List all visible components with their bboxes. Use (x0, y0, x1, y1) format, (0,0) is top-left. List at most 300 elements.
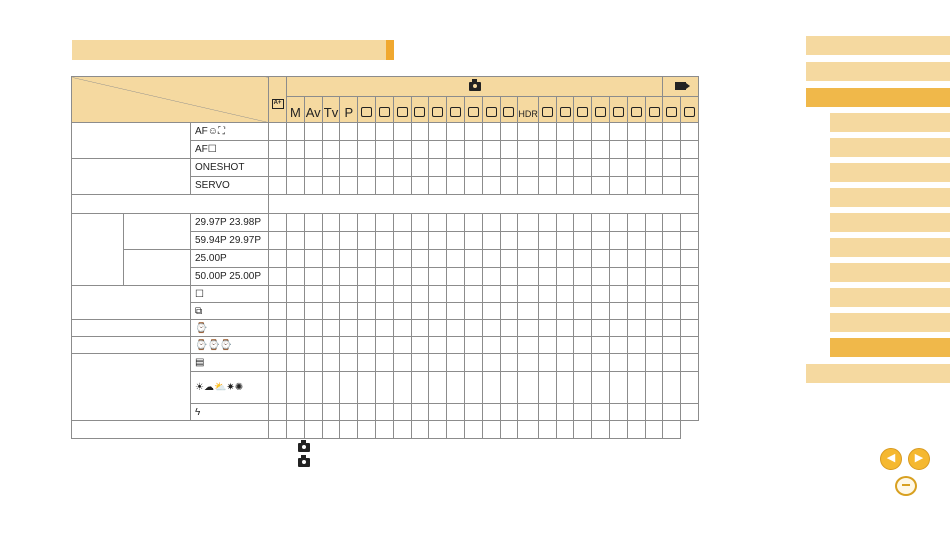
cell-food (482, 214, 500, 232)
cell-P (340, 354, 358, 372)
cell-art (556, 159, 574, 177)
auto-mode-icon: A+ (272, 99, 284, 109)
cell-cam2 (627, 354, 645, 372)
cell-P (340, 404, 358, 421)
cell-fireworks (464, 354, 482, 372)
cell-auto (269, 232, 287, 250)
cell-cam3 (645, 141, 663, 159)
cell-tile (358, 232, 376, 250)
cell-landscape (429, 214, 447, 232)
cell-toy (574, 232, 592, 250)
cell-P (322, 421, 340, 439)
cell-tile (358, 214, 376, 232)
cell-fisheye (538, 303, 556, 320)
cell-P (340, 303, 358, 320)
cell-flower (447, 320, 465, 337)
cell-HDR (518, 177, 539, 195)
cell-auto (269, 320, 287, 337)
setting-symbol: ▤ (191, 354, 269, 372)
cell-art (556, 286, 574, 303)
cell-fireworks (464, 404, 482, 421)
cell-fisheye (538, 232, 556, 250)
cell-star (375, 123, 393, 141)
cell-fireworks (464, 141, 482, 159)
setting-symbol: 29.97P 23.98P (191, 214, 269, 232)
next-page-button[interactable] (908, 448, 930, 470)
cell-art (556, 268, 574, 286)
cell-cam3 (645, 268, 663, 286)
home-button[interactable] (895, 476, 917, 496)
setting-symbol: ONESHOT (191, 159, 269, 177)
cell-art (556, 337, 574, 354)
cell-tile (358, 337, 376, 354)
cell-tile (358, 286, 376, 303)
cell-HDR (518, 159, 539, 177)
cell-P (340, 337, 358, 354)
cell-M (287, 141, 305, 159)
cell-M (287, 354, 305, 372)
cell-fisheye (538, 404, 556, 421)
cell-P (340, 286, 358, 303)
cell-skin (411, 320, 429, 337)
cell-cam2 (610, 421, 628, 439)
cell-movie1 (663, 159, 681, 177)
cell-landscape (429, 232, 447, 250)
cell-Tv (322, 372, 340, 404)
cell-Tv (322, 177, 340, 195)
cell-fireworks (464, 268, 482, 286)
cell-miniature (592, 372, 610, 404)
cell-fireworks (464, 232, 482, 250)
mode-star-header (375, 97, 393, 123)
cell-Av (304, 250, 322, 268)
mode-toy-icon (577, 105, 588, 120)
setting-symbol: ☐ (191, 286, 269, 303)
cell-movie1 (663, 404, 681, 421)
mode-miniature-icon (595, 105, 606, 120)
cell-cam1 (610, 232, 628, 250)
cell-M (287, 320, 305, 337)
cell-miniature (592, 250, 610, 268)
cell-toy (574, 372, 592, 404)
mode-movie1-icon (666, 105, 677, 120)
nav-item[interactable] (806, 364, 950, 383)
setting-symbol: ⧉ (191, 303, 269, 320)
cell-fireworks (464, 286, 482, 303)
cell-toy (574, 354, 592, 372)
cell-star (375, 177, 393, 195)
cell-tile (358, 123, 376, 141)
nav-item[interactable] (830, 288, 950, 307)
table-row (72, 286, 699, 303)
cell-auto (269, 123, 287, 141)
cell-movie1 (645, 421, 663, 439)
cell-flower (429, 421, 447, 439)
cell-toy (574, 320, 592, 337)
cell-movie1 (663, 303, 681, 320)
cell-fisheye (538, 159, 556, 177)
cell-cam1 (610, 404, 628, 421)
cell-cam2 (627, 141, 645, 159)
cell-art (556, 320, 574, 337)
cell-fisheye (538, 123, 556, 141)
cell-cam3 (645, 320, 663, 337)
cell-cam2 (627, 214, 645, 232)
cell-auto (269, 372, 287, 404)
cell-toy (574, 159, 592, 177)
mode-candle-header (500, 97, 518, 123)
cell-fisheye (538, 177, 556, 195)
cell-HDR (518, 372, 539, 404)
cell-fireworks (464, 250, 482, 268)
cell-cam2 (627, 404, 645, 421)
prev-page-button[interactable] (880, 448, 902, 470)
cell-food (482, 320, 500, 337)
cell-Av (304, 286, 322, 303)
setting-symbol: 59.94P 29.97P (191, 232, 269, 250)
cell-Av (304, 141, 322, 159)
cell-toy (556, 421, 574, 439)
cell-Tv (322, 159, 340, 177)
cell-food (482, 286, 500, 303)
setting-symbol: AF☺⛶ (191, 123, 269, 141)
cell-miniature (592, 337, 610, 354)
movie-icon (675, 82, 686, 90)
nav-item[interactable] (806, 88, 950, 107)
cell-flower (447, 214, 465, 232)
cell-cam3 (645, 337, 663, 354)
cell-art (556, 303, 574, 320)
movie-modes-header (663, 77, 699, 97)
cell-HDR (518, 286, 539, 303)
cell-HDR (518, 268, 539, 286)
cell-portrait (393, 123, 411, 141)
cell-auto (269, 404, 287, 421)
cell-cam1 (610, 177, 628, 195)
row-label (72, 354, 191, 421)
cell-flower (447, 123, 465, 141)
cell-art (556, 141, 574, 159)
cell-cam1 (610, 141, 628, 159)
cell-portrait (393, 372, 411, 404)
section-header-bar (72, 40, 394, 60)
cell-food (464, 421, 482, 439)
cell-portrait (393, 354, 411, 372)
cell-Av (287, 421, 305, 439)
cell-cam1 (610, 214, 628, 232)
cell-Av (304, 320, 322, 337)
setting-symbol: ⌚ (191, 320, 269, 337)
cell-HDR (518, 303, 539, 320)
cell-Tv (322, 123, 340, 141)
cell-Tv (322, 354, 340, 372)
cell-tile (358, 177, 376, 195)
cell-landscape (429, 372, 447, 404)
mode-food-icon (486, 105, 497, 120)
mode-miniature-header (592, 97, 610, 123)
table-row (72, 123, 699, 141)
cell-tile (358, 320, 376, 337)
cell-movie2 (681, 250, 699, 268)
cell-candle (500, 123, 518, 141)
cell-HDR (518, 214, 539, 232)
cell-fireworks (464, 337, 482, 354)
cell-food (482, 141, 500, 159)
cell-movie2 (681, 141, 699, 159)
cell-Tv (322, 337, 340, 354)
table-row (72, 337, 699, 354)
nav-item[interactable] (830, 213, 950, 232)
cell-cam3 (645, 303, 663, 320)
cell-auto (269, 303, 287, 320)
cell-tile (358, 354, 376, 372)
cell-candle (500, 404, 518, 421)
cell-skin (411, 141, 429, 159)
cell-cam3 (645, 404, 663, 421)
cell-cam3 (645, 123, 663, 141)
cell-movie2 (681, 123, 699, 141)
cell-fisheye (538, 337, 556, 354)
cell-tile (358, 268, 376, 286)
cell-cam1 (610, 354, 628, 372)
cell-auto (269, 250, 287, 268)
cell-HDR (518, 123, 539, 141)
camera-icon (469, 82, 481, 91)
nav-item[interactable] (830, 238, 950, 257)
row-label (72, 214, 124, 286)
cell-cam1 (610, 159, 628, 177)
cell-portrait (375, 421, 393, 439)
cell-auto (269, 354, 287, 372)
cell-cam1 (610, 372, 628, 404)
cell-landscape (429, 286, 447, 303)
cell-fisheye (538, 250, 556, 268)
row-label (72, 421, 269, 439)
nav-item[interactable] (806, 62, 950, 81)
nav-item[interactable] (830, 188, 950, 207)
cell-Av (304, 337, 322, 354)
mode-movie2-icon (684, 105, 695, 120)
mode-M-header (287, 97, 305, 123)
cell-candle (500, 159, 518, 177)
cell-landscape (429, 250, 447, 268)
cell-cam2 (627, 372, 645, 404)
cell-skin (411, 404, 429, 421)
cell-skin (411, 232, 429, 250)
cell-M (287, 404, 305, 421)
cell-M (269, 421, 287, 439)
cell-fisheye (518, 421, 539, 439)
cell-movie1 (663, 177, 681, 195)
cell-art (556, 404, 574, 421)
cell-tile (358, 250, 376, 268)
cell-food (482, 303, 500, 320)
cell-movie2 (681, 303, 699, 320)
cell-miniature (592, 159, 610, 177)
cell-toy (574, 250, 592, 268)
cell-HDR (518, 250, 539, 268)
cell-Tv (322, 286, 340, 303)
cell-Tv (322, 141, 340, 159)
cell-cam2 (627, 320, 645, 337)
cell-cam2 (627, 159, 645, 177)
cell-fisheye (538, 320, 556, 337)
cell-star (375, 337, 393, 354)
cell-movie2 (681, 320, 699, 337)
cell-movie2 (681, 177, 699, 195)
nav-item[interactable] (830, 113, 950, 132)
cell-cam1 (610, 268, 628, 286)
cell-M (287, 337, 305, 354)
setting-symbol: ⌚⌚⌚ (191, 337, 269, 354)
mode-portrait-icon (397, 105, 408, 120)
cell-landscape (429, 404, 447, 421)
cell-movie1 (663, 232, 681, 250)
nav-item[interactable] (830, 163, 950, 182)
nav-item[interactable] (830, 313, 950, 332)
auto-mode-header (269, 77, 287, 123)
cell-cam2 (627, 286, 645, 303)
cell-cam3 (645, 286, 663, 303)
row-label (72, 195, 269, 214)
cell-cam2 (627, 232, 645, 250)
cell-star (375, 320, 393, 337)
cell-candle (500, 232, 518, 250)
cell-skin (393, 421, 411, 439)
cell-movie1 (663, 214, 681, 232)
cell-candle (500, 286, 518, 303)
cell-cam3 (645, 372, 663, 404)
cell-food (482, 337, 500, 354)
cell-cam2 (627, 268, 645, 286)
table-row (72, 195, 699, 214)
cell-toy (574, 141, 592, 159)
cell-miniature (592, 404, 610, 421)
cell-movie1 (663, 372, 681, 404)
cell-miniature (592, 232, 610, 250)
cell-skin (411, 286, 429, 303)
row-label (124, 250, 191, 286)
cell-Av (304, 214, 322, 232)
cell-Av (304, 268, 322, 286)
cell-P (340, 159, 358, 177)
cell-art (556, 250, 574, 268)
cell-landscape (429, 354, 447, 372)
cell-cam2 (627, 177, 645, 195)
cell-P (340, 123, 358, 141)
nav-item[interactable] (806, 36, 950, 55)
prev-icon: ◀ (886, 452, 896, 464)
mode-movie1-header (663, 97, 681, 123)
cell-cam2 (627, 250, 645, 268)
cell-landscape (429, 268, 447, 286)
cell-miniature (592, 303, 610, 320)
footnote-2 (298, 457, 310, 468)
cell-toy (574, 268, 592, 286)
cell-movie1 (663, 337, 681, 354)
mode-portrait-header (393, 97, 411, 123)
mode-P-header (340, 97, 358, 123)
cell-cam3 (645, 354, 663, 372)
cell-miniature (592, 268, 610, 286)
cell-portrait (393, 141, 411, 159)
mode-landscape-header (429, 97, 447, 123)
cell-Tv (322, 268, 340, 286)
cell-cam3 (645, 250, 663, 268)
cell-food (482, 268, 500, 286)
cell-tile (358, 141, 376, 159)
cell-star (375, 286, 393, 303)
cell-flower (447, 404, 465, 421)
nav-item[interactable] (830, 263, 950, 282)
mode-fireworks-icon (468, 105, 479, 120)
cell-fisheye (538, 286, 556, 303)
cell-landscape (429, 123, 447, 141)
cell-cam1 (610, 123, 628, 141)
mode-art-icon (560, 105, 571, 120)
cell-toy (574, 214, 592, 232)
cell-portrait (393, 320, 411, 337)
cell-Tv (322, 303, 340, 320)
cell-art (556, 214, 574, 232)
cell-flower (447, 177, 465, 195)
table-row (72, 159, 699, 177)
cell-fireworks (464, 303, 482, 320)
mode-fisheye-header (538, 97, 556, 123)
cell-tile (358, 303, 376, 320)
cell-flower (447, 232, 465, 250)
cell-flower (447, 268, 465, 286)
mode-cam3-icon (649, 105, 660, 120)
cell-fisheye (538, 141, 556, 159)
cell-star (375, 159, 393, 177)
cell-candle (500, 320, 518, 337)
cell-movie2 (681, 159, 699, 177)
cell-star (375, 141, 393, 159)
cell-toy (574, 404, 592, 421)
cell-P (340, 268, 358, 286)
mode-cam2-header (627, 97, 645, 123)
cell-P (340, 320, 358, 337)
cell-cam1 (610, 286, 628, 303)
mode-fireworks-header (464, 97, 482, 123)
cell-movie1 (663, 250, 681, 268)
cell-portrait (393, 404, 411, 421)
cell-HDR (518, 232, 539, 250)
cell-food (482, 404, 500, 421)
cell-portrait (393, 177, 411, 195)
cell-fisheye (538, 372, 556, 404)
cell-movie2 (681, 372, 699, 404)
setting-symbol: SERVO (191, 177, 269, 195)
cell-M (287, 214, 305, 232)
nav-item[interactable] (830, 138, 950, 157)
cell-candle (500, 303, 518, 320)
cell-candle (500, 337, 518, 354)
cell-candle (500, 141, 518, 159)
cell-cam3 (645, 214, 663, 232)
cell-Tv (322, 320, 340, 337)
setting-symbol: AF☐ (191, 141, 269, 159)
table-row (72, 354, 699, 372)
mode-flower-icon (450, 105, 461, 120)
cell-art (556, 177, 574, 195)
mode-skin-icon (414, 105, 425, 120)
cell-portrait (393, 303, 411, 320)
cell-portrait (393, 250, 411, 268)
cell-movie1 (663, 320, 681, 337)
nav-item[interactable] (830, 338, 950, 357)
